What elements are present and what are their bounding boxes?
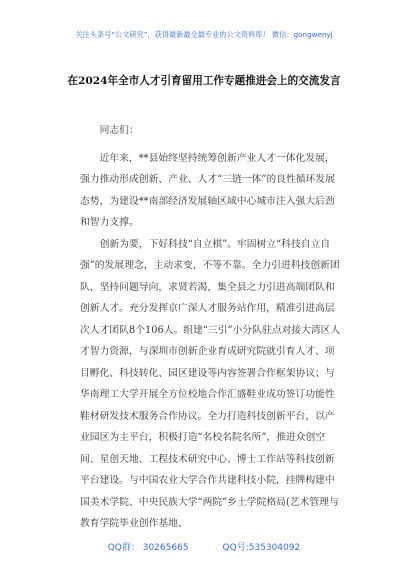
qq-group-number: QQ群： 30265665: [107, 543, 189, 553]
paragraph-1: 近年来，**县始终坚持统筹创新产业人才一体化发展，强力推动形成创新、产业、人才“三链一体”的良性循环发展态势，为建设**南部经济发展轴区域中心城市注入强大后劲和智力支撑。: [80, 152, 335, 228]
document-title: 在2024年全市人才引育留用工作专题推进会上的交流发言: [67, 75, 341, 87]
qq-number: QQ号:535304092: [222, 543, 301, 553]
document-body: [80, 120, 342, 535]
footer-contact: [0, 540, 408, 553]
paragraph-2: 创新为要，下好科技“自立棋”。牢固树立“科技自立自强”的发展理念，主动求变，不等不靠。全力引进科技创新团队，坚持问题导向，求贤若渴，集全县之力引进高端团队和创新人才。充分发挥京广深人才服务站作用，精准引进高层次人才团队8个106人。组建“三引”小分队驻点对接大湾区人才智力资源，与深圳市创新企业育成研究院就引育人才、项目孵化、科技转化、园区建设等内容签署合作框架协议；与华南理工大学开展全方位校地合作汇盛鞋业成功签订功能性鞋材研发技术服务合作协议。全力打造科技创新平台，以产业园区为主平台，积极打造“名校名院名所”，推进众创空间、星创天地、工程技术研究中心、博士工作站等科技创新平台建设。与中国农业大学合作共建科技小院，挂牌构建中国美术学院、中央民族大学“两院”乡土学院格局(艺术管理与教育学院毕业创作基地、: [80, 238, 341, 529]
header-notice: 关注头条号“公文研究”，获得最新最全最专业的公文资料库！ 微信：gongwenyj: [75, 30, 333, 39]
greeting: 同志们：: [99, 125, 139, 136]
